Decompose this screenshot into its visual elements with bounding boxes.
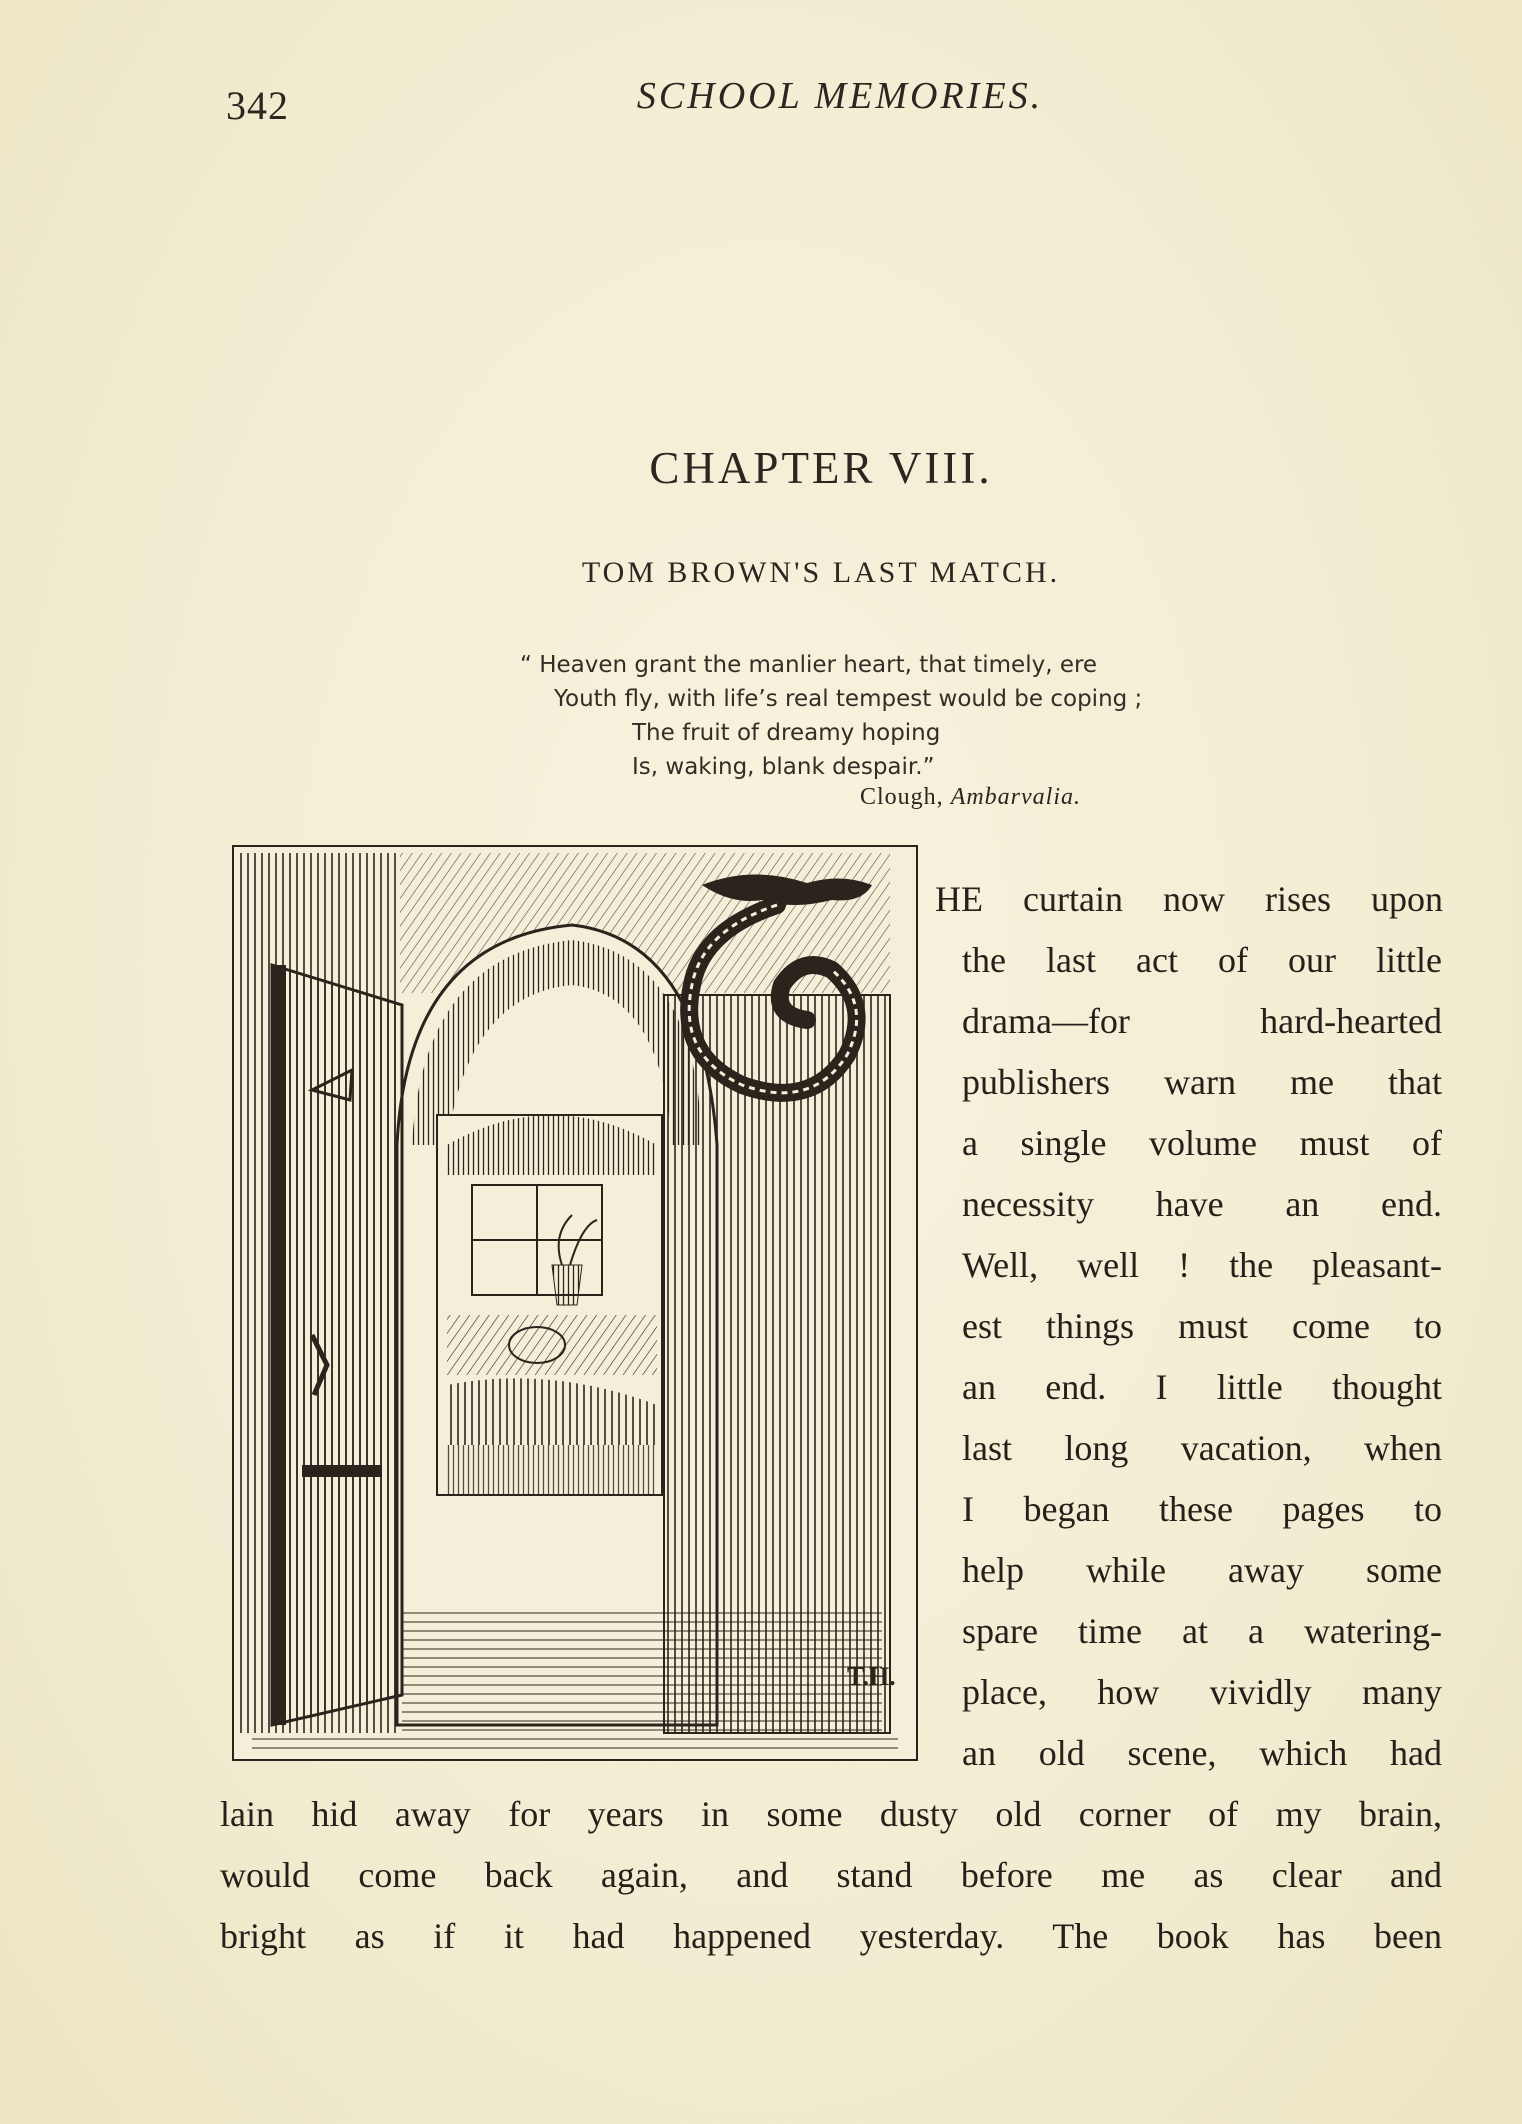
body-line: place, how vividly many [962, 1672, 1442, 1712]
body-line: bright as if it had happened yesterday. The book has been [220, 1916, 1442, 1956]
body-line: last long vacation, when [962, 1428, 1442, 1468]
body-line: Well, well ! the pleasant- [962, 1245, 1442, 1285]
running-head: SCHOOL MEMORIES. [636, 75, 1044, 117]
body-line: would come back again, and stand before me as clear and [220, 1855, 1442, 1895]
body-line: I began these pages to [962, 1489, 1442, 1529]
body-line: lain hid away for years in some dusty old corner of my brain, [220, 1794, 1442, 1834]
body-line: publishers warn me that [962, 1062, 1442, 1102]
epigraph-line: “ Heaven grant the manlier heart, that timely, ere [520, 652, 1098, 678]
epigraph-line: Youth fly, with life’s real tempest would be coping ; [554, 686, 1143, 712]
body-line: the last act of our little [962, 940, 1442, 980]
body-line: a single volume must of [962, 1123, 1442, 1163]
epigraph [520, 648, 1240, 784]
body-line: an end. I little thought [962, 1367, 1442, 1407]
body-line: help while away some [962, 1550, 1442, 1590]
epigraph-line: The fruit of dreamy hoping [632, 720, 941, 746]
epigraph-author: Clough, [860, 784, 944, 810]
body-line: est things must come to [962, 1306, 1442, 1346]
illustration-signature: T.H. [847, 1662, 896, 1691]
body-line: an old scene, which had [962, 1733, 1442, 1773]
chapter-title: TOM BROWN'S LAST MATCH. [581, 556, 1061, 589]
doorway-illustration [232, 845, 918, 1761]
page-number: 342 [226, 83, 289, 128]
body-line: HE curtain now rises upon [935, 879, 1443, 919]
body-line: spare time at a watering- [962, 1611, 1442, 1651]
body-line: drama—for hard-hearted [962, 1001, 1442, 1041]
chapter-number: CHAPTER VIII. [649, 443, 993, 493]
epigraph-attribution [860, 784, 1081, 811]
epigraph-work: Ambarvalia. [950, 784, 1082, 810]
body-line: necessity have an end. [962, 1184, 1442, 1224]
epigraph-line: Is, waking, blank despair.” [632, 754, 935, 780]
